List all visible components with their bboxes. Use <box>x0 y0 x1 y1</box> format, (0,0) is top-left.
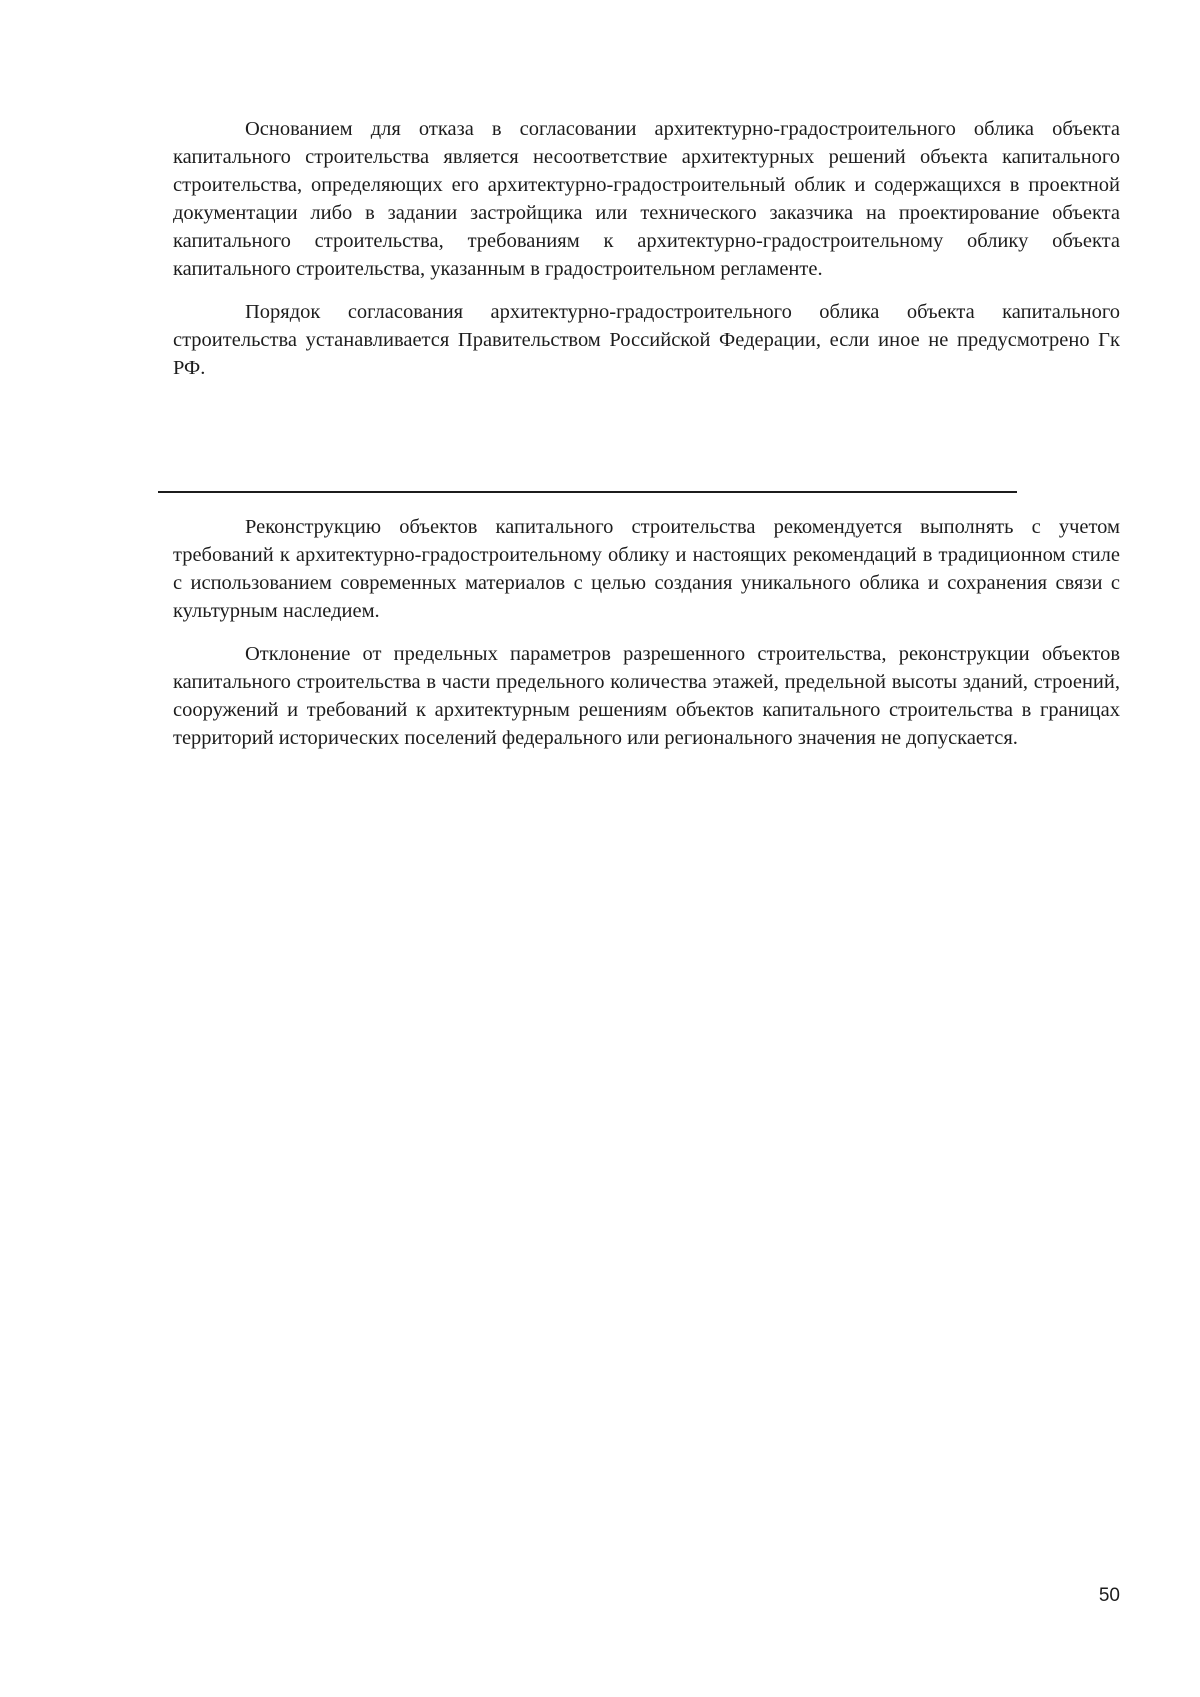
paragraph-deviation-prohibition: Отклонение от предельных параметров разрешенного строительства, реконструкции объектов капитального строительства в части предельного количества этажей, предельной высоты зданий, строений, сооружений и требований к архитектурным решениям объектов капитального строительства в границах территорий исторических поселений федерального или регионального значения не допускается. <box>173 643 1120 749</box>
page-number: 50 <box>1098 1585 1120 1606</box>
section-divider <box>158 491 1017 493</box>
paragraph-reconstruction-recommendation: Реконструкцию объектов капитального строительства рекомендуется выполнять с учетом требований к архитектурно-градостроительному облику и настоящих рекомендаций в традиционном стиле с использованием современных материалов с целью создания уникального облика и сохранения связи с культурным наследием. <box>173 516 1120 622</box>
paragraph-approval-procedure: Порядок согласования архитектурно-градостроительного облика объекта капитального строительства устанавливается Правительством Российской Федерации, если иное не предусмотрено Гк РФ. <box>173 301 1120 379</box>
lower-text-section <box>173 513 1120 752</box>
paragraph-refusal-grounds: Основанием для отказа в согласовании архитектурно-градостроительного облика объекта капитального строительства является несоответствие архитектурных решений объекта капитального строительства, определяющих его архитектурно-градостроительный облик и содержащихся в проектной документации либо в задании застройщика или технического заказчика на проектирование объекта капитального строительства, требованиям к архитектурно-градостроительному облику объекта капитального строительства, указанным в градостроительном регламенте. <box>173 118 1120 280</box>
upper-text-section <box>173 115 1120 382</box>
